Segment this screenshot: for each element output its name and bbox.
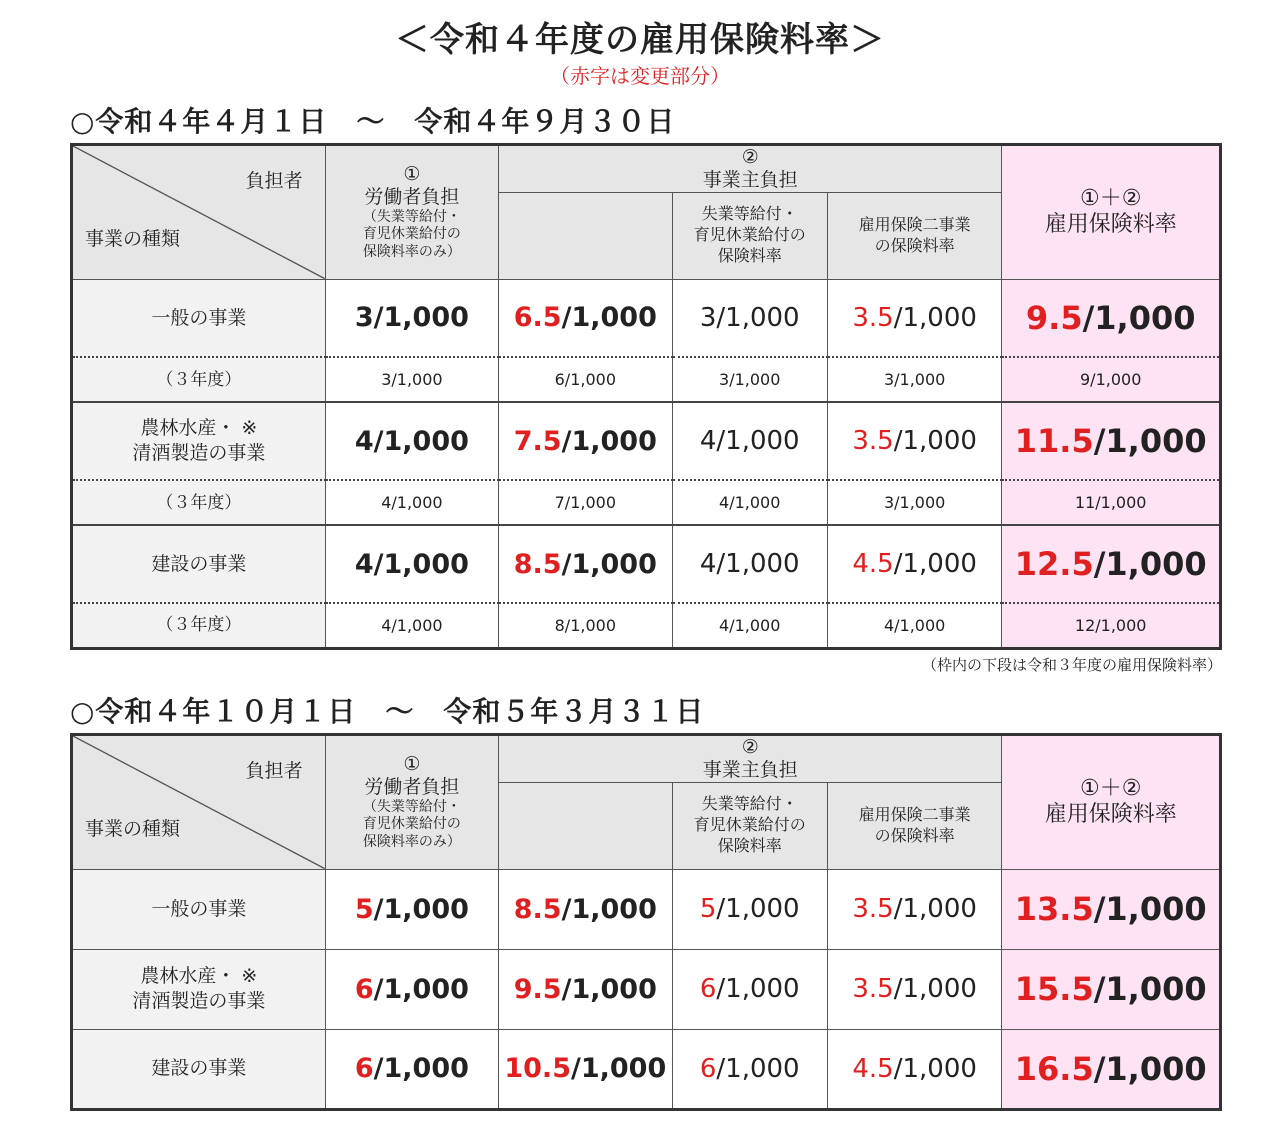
worker-header [325, 145, 498, 280]
worker-title: 労働者負担 [364, 186, 460, 209]
unemp-header-line-2: 育児休業給付の [693, 815, 806, 835]
unemp-rate: 3/1,000 [672, 279, 827, 357]
prev-twojigyo: 4/1,000 [827, 603, 1001, 648]
worker-num: ① [403, 163, 421, 186]
employer-rate: 6.5/1,000 [499, 279, 672, 357]
unemp-header [672, 782, 827, 869]
page-title: ＜令和４年度の雇用保険料率＞ [395, 20, 885, 60]
twojigyo-header-line-1: 雇用保険二事業 [858, 804, 971, 824]
unemp-header-line-2: 育児休業給付の [693, 225, 806, 245]
burden-label: 負担者 [245, 760, 303, 782]
total-rate: 16.5/1,000 [1002, 1029, 1221, 1109]
total-rate: 13.5/1,000 [1002, 869, 1221, 949]
worker-note-2: 育児休業給付の [362, 226, 461, 243]
table-row [72, 1029, 1221, 1109]
employer-header [499, 145, 1002, 193]
unemp-header [672, 192, 827, 279]
worker-rate: 6/1,000 [325, 949, 498, 1029]
prev-total: 12/1,000 [1002, 603, 1221, 648]
twojigyo-rate: 4.5/1,000 [827, 1029, 1001, 1109]
total-title: 雇用保険料率 [1044, 802, 1177, 828]
unemp-rate: 5/1,000 [672, 869, 827, 949]
worker-note-1: （失業等給付・ [362, 798, 461, 815]
total-num: ①＋② [1079, 185, 1142, 211]
page-subtitle: （赤字は変更部分） [550, 64, 730, 88]
employer-rate: 10.5/1,000 [499, 1029, 672, 1109]
twojigyo-rate: 3.5/1,000 [827, 869, 1001, 949]
employer-sub-blank [499, 192, 672, 279]
twojigyo-header [827, 782, 1001, 869]
unemp-header-line-1: 失業等給付・ [701, 794, 798, 814]
twojigyo-rate: 3.5/1,000 [827, 279, 1001, 357]
table-row-prev [72, 603, 1221, 648]
table-row [72, 949, 1221, 1029]
prev-unemp: 4/1,000 [672, 603, 827, 648]
worker-note-3: 保険料率のみ） [362, 243, 461, 260]
prev-twojigyo: 3/1,000 [827, 357, 1001, 402]
worker-note-1: （失業等給付・ [362, 208, 461, 225]
kind-label: 事業の種類 [85, 817, 181, 840]
twojigyo-rate: 3.5/1,000 [827, 949, 1001, 1029]
prev-total: 9/1,000 [1002, 357, 1221, 402]
worker-title: 労働者負担 [364, 776, 460, 799]
row-label: 農林水産・ ※ 清酒製造の事業 [72, 402, 326, 480]
employer-title: 事業主負担 [702, 758, 798, 781]
employer-title: 事業主負担 [702, 168, 798, 191]
worker-rate: 4/1,000 [325, 525, 498, 603]
table-row-prev [72, 480, 1221, 525]
unemp-header-line-3: 保険料率 [717, 245, 782, 265]
row-label: 建設の事業 [72, 1029, 326, 1109]
total-rate: 9.5/1,000 [1002, 279, 1221, 357]
unemp-header-line-1: 失業等給付・ [701, 204, 798, 224]
row-label: 農林水産・ ※ 清酒製造の事業 [72, 949, 326, 1029]
section2-table [70, 733, 1222, 1111]
row-label: 建設の事業 [72, 525, 326, 603]
twojigyo-header-line-2: の保険料率 [874, 235, 955, 255]
total-title: 雇用保険料率 [1044, 212, 1177, 238]
corner-header [72, 735, 326, 870]
prev-worker: 3/1,000 [325, 357, 498, 402]
corner-header [72, 145, 326, 280]
employer-sub-blank [499, 782, 672, 869]
table-row [72, 525, 1221, 603]
table-note: （枠内の下段は令和３年度の雇用保険料率） [921, 656, 1222, 674]
burden-label: 負担者 [245, 170, 303, 192]
worker-rate: 5/1,000 [325, 869, 498, 949]
total-header [1002, 145, 1221, 280]
table-row [72, 402, 1221, 480]
twojigyo-header [827, 192, 1001, 279]
table-row [72, 869, 1221, 949]
worker-num: ① [403, 753, 421, 776]
prev-worker: 4/1,000 [325, 603, 498, 648]
total-rate: 12.5/1,000 [1002, 525, 1221, 603]
unemp-rate: 6/1,000 [672, 949, 827, 1029]
worker-rate: 3/1,000 [325, 279, 498, 357]
prev-label: （３年度） [72, 357, 326, 402]
employer-rate: 8.5/1,000 [499, 869, 672, 949]
prev-employer: 6/1,000 [499, 357, 672, 402]
prev-employer: 8/1,000 [499, 603, 672, 648]
employer-header [499, 735, 1002, 783]
employer-rate: 8.5/1,000 [499, 525, 672, 603]
employer-rate: 7.5/1,000 [499, 402, 672, 480]
total-rate: 11.5/1,000 [1002, 402, 1221, 480]
worker-note-2: 育児休業給付の [362, 816, 461, 833]
prev-employer: 7/1,000 [499, 480, 672, 525]
row-label: 一般の事業 [72, 869, 326, 949]
total-header [1002, 735, 1221, 870]
unemp-header-line-3: 保険料率 [717, 835, 782, 855]
prev-worker: 4/1,000 [325, 480, 498, 525]
section1-table [70, 143, 1222, 650]
total-rate: 15.5/1,000 [1002, 949, 1221, 1029]
section1-heading: ○令和４年４月１日 ～ 令和４年９月３０日 [70, 105, 676, 138]
diagonal-line [73, 146, 325, 279]
section2-heading: ○令和４年１０月１日 ～ 令和５年３月３１日 [70, 695, 705, 728]
prev-unemp: 4/1,000 [672, 480, 827, 525]
table-row-prev [72, 357, 1221, 402]
unemp-rate: 6/1,000 [672, 1029, 827, 1109]
prev-twojigyo: 3/1,000 [827, 480, 1001, 525]
twojigyo-header-line-1: 雇用保険二事業 [858, 214, 971, 234]
employer-rate: 9.5/1,000 [499, 949, 672, 1029]
prev-label: （３年度） [72, 480, 326, 525]
total-num: ①＋② [1079, 775, 1142, 801]
prev-unemp: 3/1,000 [672, 357, 827, 402]
employer-num: ② [741, 146, 759, 168]
unemp-rate: 4/1,000 [672, 525, 827, 603]
worker-rate: 6/1,000 [325, 1029, 498, 1109]
twojigyo-rate: 4.5/1,000 [827, 525, 1001, 603]
prev-total: 11/1,000 [1002, 480, 1221, 525]
worker-rate: 4/1,000 [325, 402, 498, 480]
row-label: 一般の事業 [72, 279, 326, 357]
diagonal-line [73, 736, 325, 869]
prev-label: （３年度） [72, 603, 326, 648]
employer-num: ② [741, 736, 759, 758]
worker-note-3: 保険料率のみ） [362, 833, 461, 850]
twojigyo-header-line-2: の保険料率 [874, 825, 955, 845]
unemp-rate: 4/1,000 [672, 402, 827, 480]
twojigyo-rate: 3.5/1,000 [827, 402, 1001, 480]
kind-label: 事業の種類 [85, 227, 181, 250]
worker-header [325, 735, 498, 870]
table-row [72, 279, 1221, 357]
